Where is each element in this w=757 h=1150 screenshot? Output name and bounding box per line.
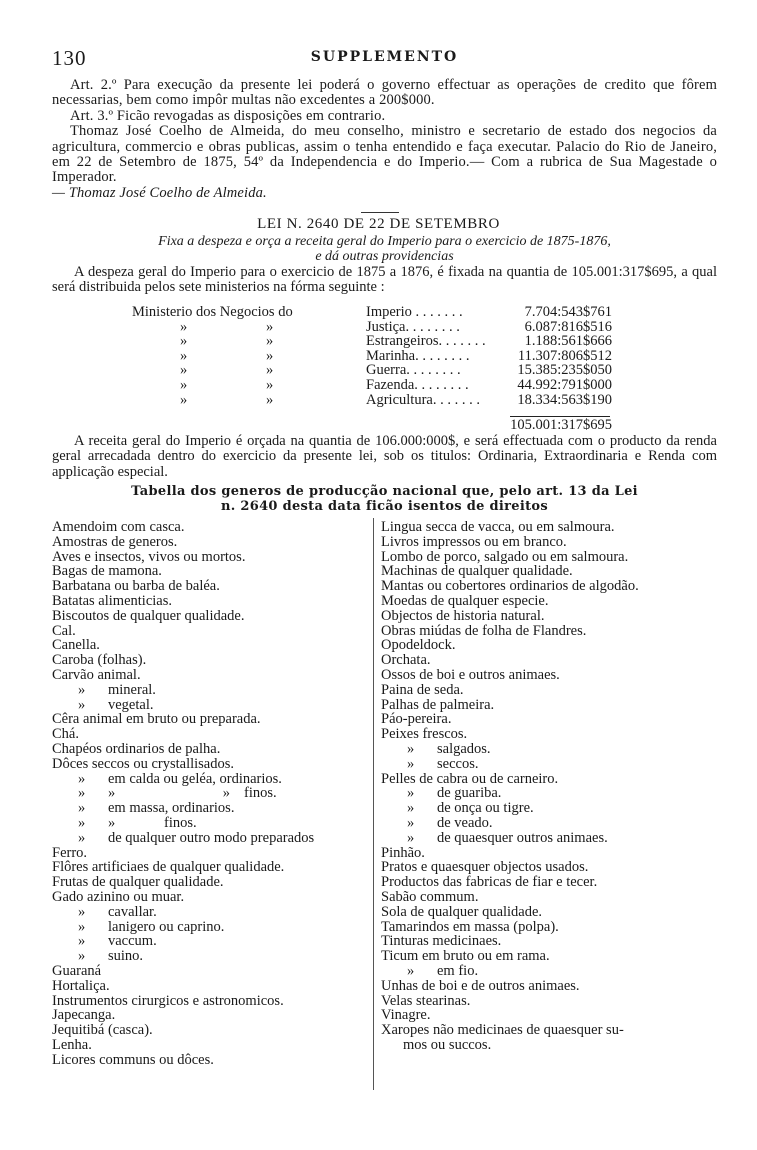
ditto-mark: » [78,918,86,935]
budget-table [132,305,612,407]
exempt-item: Batatas alimenticias. [52,592,172,609]
exempt-item: Pratos e quaesquer objectos usados. [381,859,589,876]
exempt-item-text: de qualquer outro modo preparados [108,829,315,846]
ditto-mark: » [78,681,86,698]
exempt-item [52,698,367,713]
exempt-item: Mantas ou cobertores ordinarios de algodão. [381,578,639,595]
ministry-amount: 11.307:806$512 [517,347,612,364]
law-subtitle-line-2: e dá outras providencias [315,249,454,264]
exempt-item [381,964,717,979]
exempt-item: Ossos de boi e outros animaes. [381,666,560,683]
budget-row [132,349,612,364]
exempt-item: mos ou succos. [403,1036,492,1053]
exempt-item: Moedas de qualquer especie. [381,592,549,609]
exempt-item: Flôres artificiaes de qualquer qualidade. [52,859,285,876]
exempt-item-text: finos. [244,785,277,802]
exempt-item [52,920,367,935]
exempt-item [381,816,717,831]
exempt-item [381,757,717,772]
exempt-table-heading [52,484,717,514]
exempt-item: Peixes frescos. [381,726,468,743]
ministry-amount: 15.385:235$050 [517,362,612,379]
preamble [52,78,717,201]
exempt-item: Tinturas medicinaes. [381,933,502,950]
ditto-mark: » [78,903,86,920]
page-header [52,46,717,68]
exempt-item: Sola de qualquer qualidade. [381,903,543,920]
exempt-item: Chapéos ordinarios de palha. [52,740,221,757]
page-number: 130 [52,46,87,70]
ministry-name: Justiça. . . . . . . . [366,318,460,335]
exempt-item: Lenha. [52,1036,92,1053]
budget-row [132,334,612,349]
exempt-item-text: lanigero ou caprino. [108,918,225,935]
budget-row [132,305,612,320]
ditto-mark: » [108,814,116,831]
exempt-item-text: em fio. [437,962,479,979]
exempt-item: Jequitibá (casca). [52,1022,153,1039]
exempt-item-text: em calda ou geléa, ordinarios. [108,770,282,787]
exempt-item: Barbatana ou barba de baléa. [52,578,220,595]
exempt-item: Aves e insectos, vivos ou mortos. [52,548,246,565]
ditto-mark: » [407,829,415,846]
section-divider [361,212,399,213]
exempt-item-text: vaccum. [108,933,157,950]
exempt-item: Cêra animal em bruto ou preparada. [52,711,261,728]
exempt-item: Caroba (folhas). [52,652,147,669]
ditto-mark: » [407,755,415,772]
exempt-item: Palhas de palmeira. [381,696,495,713]
exempt-item: Hortaliça. [52,977,110,994]
article-3: Art. 3.º Ficão revogadas as disposições em contrario. [70,107,386,124]
ditto-mark: » [222,785,230,802]
ditto-mark: » [407,962,415,979]
exempt-item-text: de veado. [437,814,493,831]
exempt-item: Pinhão. [381,844,425,861]
ministry-name: Estrangeiros. . . . . . . [366,333,486,350]
exempt-item-text: suino. [108,948,144,965]
law-subtitle-line-1: Fixa a despeza e orça a receita geral do Imperio para o exercicio de 1875-1876, [158,234,611,249]
ministry-amount: 18.334:563$190 [517,391,612,408]
exempt-item: Objectos de historia natural. [381,607,545,624]
ditto-marks: » » [180,362,274,379]
exempt-item: Orchata. [381,652,431,669]
exempt-item [52,786,367,801]
budget-row [132,378,612,393]
exempt-item-text: seccos. [437,755,479,772]
ditto-marks: » » [180,318,274,335]
exempt-item: Ticum em bruto ou em rama. [381,948,550,965]
exempt-item: Opodeldock. [381,637,456,654]
exempt-item: Unhas de boi e de outros animaes. [381,977,580,994]
exempt-item [52,816,367,831]
exempt-item-text: de guariba. [437,785,502,802]
exempt-item: Velas stearinas. [381,992,471,1009]
exempt-table-heading-line-2: n. 2640 desta data ficão isentos de direitos [220,499,549,514]
budget-intro [52,265,717,296]
ditto-mark: » [78,829,86,846]
ditto-marks: » » [180,333,274,350]
exempt-item-text: cavallar. [108,903,157,920]
exempt-item [381,801,717,816]
ditto-mark: » [407,785,415,802]
exempt-item [381,786,717,801]
exempt-item: Chá. [52,726,79,743]
ministry-prefix: Ministerio dos Negocios do [132,304,293,320]
ministry-amount: 44.992:791$000 [517,376,612,393]
exempt-item-text: salgados. [437,740,491,757]
exempt-item: Xaropes não medicinaes de quaesquer su- [381,1022,624,1039]
exempt-item: Tamarindos em massa (polpa). [381,918,559,935]
ministry-amount: 6.087:816$516 [524,318,612,335]
exempt-item: Cal. [52,622,76,639]
exempt-item: Frutas de qualquer qualidade. [52,874,224,891]
exempt-item [52,772,367,787]
exempt-item [52,934,367,949]
ditto-mark: » [108,785,116,802]
ditto-mark: » [78,696,86,713]
exempt-item: Carvão animal. [52,666,141,683]
exempt-item: Instrumentos cirurgicos e astronomicos. [52,992,284,1009]
exempt-item: Gado azinino ou muar. [52,888,185,905]
budget-row [132,393,612,408]
exempt-item: Canella. [52,637,100,654]
revenue-paragraph [52,434,717,480]
article-2: Art. 2.º Para execução da presente lei poderá o governo effectuar as operações de credito que fôrem necessarias, bem como impôr multas não excedentes a 200$000. [52,77,717,109]
exempt-item-text: em massa, ordinarios. [108,800,235,817]
law-subtitle [52,234,717,264]
exempt-item [52,831,367,846]
exempt-item: Biscoutos de qualquer qualidade. [52,607,245,624]
ditto-mark: » [78,814,86,831]
ministry-name: Fazenda. . . . . . . . [366,376,469,393]
ditto-mark: » [78,800,86,817]
budget-total: 105.001:317$695 [510,417,612,433]
ministry-amount: 7.704:543$761 [524,304,612,320]
law-title: LEI N. 2640 DE 22 DE SETEMBRO [257,216,500,232]
exempt-item-text: vegetal. [108,696,154,713]
exempt-item: Pelles de cabra ou de carneiro. [381,770,559,787]
ditto-mark: » [78,933,86,950]
exempt-item: Guaraná [52,962,102,979]
exempt-item: Vinagre. [381,1007,431,1024]
exempt-item: Ferro. [52,844,88,861]
exempt-item: Japecanga. [52,1007,116,1024]
exempt-item-text: finos. [164,814,197,831]
exempt-item-text: de onça ou tigre. [437,800,534,817]
exempt-item: Lombo de porco, salgado ou em salmoura. [381,548,629,565]
exempt-item: Livros impressos ou em branco. [381,533,567,550]
ditto-mark: » [78,948,86,965]
exempt-list-right-column [381,520,717,1053]
ministry-name: Marinha. . . . . . . . [366,347,470,364]
exempt-list-left-column [52,520,367,1067]
exempt-item: Licores communs ou dôces. [52,1051,214,1068]
ditto-marks: » » [180,391,274,408]
exempt-item: Dôces seccos ou crystallisados. [52,755,235,772]
exempt-item: Machinas de qualquer qualidade. [381,563,573,580]
exempt-item-text: de quaesquer outros animaes. [437,829,608,846]
budget-row [132,320,612,335]
exempt-item-text: mineral. [108,681,156,698]
ministry-name: Imperio . . . . . . . [366,304,463,320]
exempt-item: Bagas de mamona. [52,563,162,580]
exempt-item [52,683,367,698]
exempt-item: Productos das fabricas de fiar e tecer. [381,874,598,891]
ditto-mark: » [78,785,86,802]
revenue-text: A receita geral do Imperio é orçada na quantia de 106.000:000$, e será effectuada com o producto da renda geral arrecadada dentro do exercicio da presente lei, sob os titulos: Ordinaria, Extraordinaria e Renda com applicação especial. [52,433,717,480]
ditto-mark: » [407,800,415,817]
ministry-name: Guerra. . . . . . . . [366,362,461,379]
budget-row [132,363,612,378]
signature: — Thomaz José Coelho de Almeida. [52,184,267,201]
budget-intro-text: A despeza geral do Imperio para o exercicio de 1875 a 1876, é fixada na quantia de 105.001:317$695, a qual será distribuida pelos sete ministerios na fórma seguinte : [52,264,717,296]
enactment-clause: Thomaz José Coelho de Almeida, do meu conselho, ministro e secretario de estado dos negocios da agricultura, commercio e obras publicas, assim o tenha entendido e faça executar. Palacio do Rio de Janeiro, em 22 de Setembro de 1875, 54º da Independencia e do Imperio.— Com a rubrica de Sua Magestade o Imperador. [52,123,717,186]
exempt-item: Paina de seda. [381,681,464,698]
exempt-table-heading-line-1: Tabella dos generos de producção nacional que, pelo art. 13 da Lei [131,484,638,499]
exempt-item: Lingua secca de vacca, ou em salmoura. [381,519,615,535]
exempt-item: Amendoim com casca. [52,519,185,535]
exempt-item [52,801,367,816]
ministry-amount: 1.188:561$666 [524,333,612,350]
ditto-marks: » » [180,376,274,393]
column-divider [373,518,374,1090]
exempt-item: Obras miúdas de folha de Flandres. [381,622,587,639]
exempt-item [52,905,367,920]
running-title: SUPPLEMENTO [310,49,459,65]
exempt-item: Sabão commum. [381,888,479,905]
exempt-item [381,742,717,757]
ditto-mark: » [78,770,86,787]
exempt-item: Amostras de generos. [52,533,178,550]
exempt-item [52,949,367,964]
exempt-item [381,831,717,846]
ditto-mark: » [407,814,415,831]
exempt-item: Páo-pereira. [381,711,452,728]
ministry-name: Agricultura. . . . . . . [366,391,480,408]
ditto-marks: » » [180,347,274,364]
ditto-mark: » [407,740,415,757]
